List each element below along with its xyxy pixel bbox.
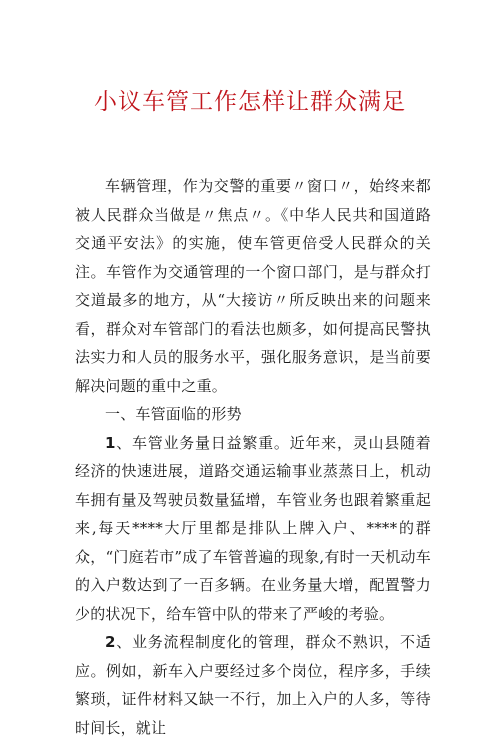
paragraph-item-2 (75, 628, 431, 742)
paragraph-text: 车辆管理，作为交警的重要〃窗口〃，始终来都被人民群众当做是〃焦点〃。《中华人民共和国道路交通平安法》的实施，使车管更倍受人民群众的关注。车管作为交通管理的一个窗口部门，是与群众打交道最多的地方，从“大接访〃所反映出来的问题来看，群众对车管部门的看法也颇多，如何提高民警执法实力和人员的服务水平，强化服务意识，是当前要解决问题的重中之重。 (75, 177, 431, 395)
item-number: 1 (105, 433, 116, 452)
item-number: 2 (105, 633, 116, 651)
paragraph-text: 、业务流程制度化的管理，群众不熟识，不适应。例如，新车入户要经过多个岗位，程序多，手续繁琐，证件材料又缺一不行，加上入户的人多，等待时间长，就让 (75, 633, 431, 737)
document-body (75, 172, 431, 742)
section-heading (75, 400, 431, 429)
paragraph-intro (75, 172, 431, 400)
section-heading-text: 一、车管面临的形势 (105, 405, 242, 423)
paragraph-item-1 (75, 429, 431, 629)
paragraph-text: 、车管业务量日益繁重。近年来，灵山县随着经济的快速进展，道路交通运输事业蒸蒸日上，机动车拥有量及驾驶员数量猛增，车管业务也跟着繁重起来,每天****大厅里都是排队上牌入户、****的群众，“门庭若市”成了车管普遍的现象,有时一天机动车的入户数达到了一百多辆。在业务量大增，配置警力少的状况下，给车管中队的带来了严峻的考验。 (75, 433, 431, 623)
document-title: 小议车管工作怎样让群众满足 (94, 89, 406, 115)
